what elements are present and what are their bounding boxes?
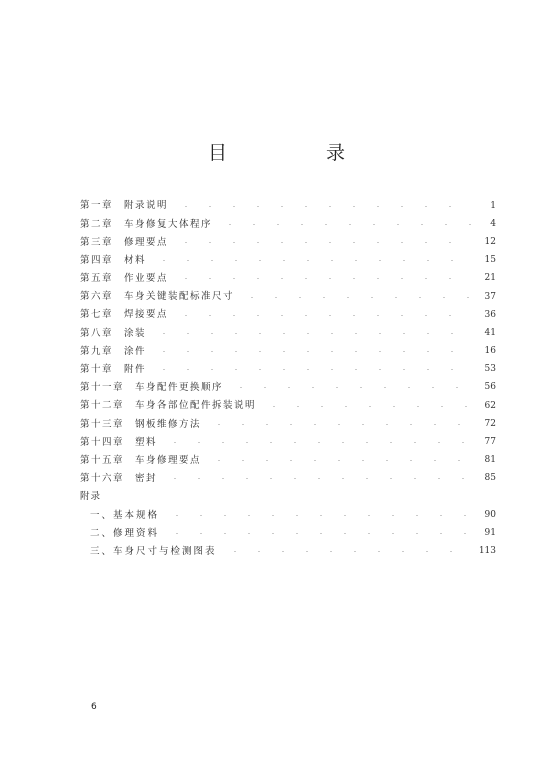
toc-entry-label: 第三章 修理要点 <box>80 236 169 248</box>
toc-entry[interactable] <box>80 233 496 251</box>
toc-entry[interactable] <box>80 343 496 361</box>
toc-entry-page: 62 <box>484 400 496 411</box>
toc-entry[interactable] <box>80 197 496 215</box>
toc-entry[interactable] <box>80 215 496 233</box>
toc-entry-label: 第十六章 密封 <box>80 473 158 485</box>
page-title: 目 录 <box>207 142 385 164</box>
toc-entry-label: 第十章 附件 <box>80 364 147 376</box>
dot-leader <box>218 224 472 225</box>
dot-leader <box>229 387 472 388</box>
toc-entry-label: 第七章 焊接要点 <box>80 309 169 321</box>
toc-entry-label: 第四章 材料 <box>80 254 147 266</box>
appendix-label: 附录 <box>80 491 102 503</box>
toc-entry-label: 一、基本规格 <box>90 509 160 521</box>
toc-entry-page: 37 <box>484 291 496 302</box>
dot-leader <box>207 424 472 425</box>
toc-entry[interactable] <box>80 252 496 270</box>
toc-entry-page: 72 <box>484 418 496 429</box>
toc-entry-label: 第十四章 塑料 <box>80 436 158 448</box>
toc-entry-label: 第六章 车身关键装配标准尺寸 <box>80 291 235 303</box>
dot-leader <box>152 333 472 334</box>
dot-leader <box>152 260 472 261</box>
toc-entry-label: 第五章 作业要点 <box>80 273 169 285</box>
dot-leader <box>207 460 472 461</box>
dot-leader <box>223 551 472 552</box>
toc-entry-label: 第二章 车身修复大体程序 <box>80 218 213 230</box>
toc-entry[interactable] <box>80 288 496 306</box>
toc-appendix-heading[interactable] <box>80 488 496 506</box>
toc-entry[interactable] <box>80 470 496 488</box>
toc-entry[interactable] <box>80 397 496 415</box>
toc-entry-page: 15 <box>484 255 496 266</box>
table-of-contents <box>80 197 496 561</box>
dot-leader <box>163 442 472 443</box>
toc-entry-page: 16 <box>484 346 496 357</box>
dot-leader <box>174 315 472 316</box>
toc-appendix-entry[interactable] <box>80 524 496 542</box>
toc-entry-page: 21 <box>484 273 496 284</box>
toc-appendix-entry[interactable] <box>80 506 496 524</box>
toc-entry[interactable] <box>80 452 496 470</box>
dot-leader <box>163 478 472 479</box>
toc-entry-page: 77 <box>484 437 496 448</box>
toc-entry[interactable] <box>80 433 496 451</box>
dot-leader <box>262 406 472 407</box>
toc-entry-page: 41 <box>484 327 496 338</box>
toc-entry[interactable] <box>80 306 496 324</box>
dot-leader <box>240 297 472 298</box>
toc-entry-label: 第十三章 钢板维修方法 <box>80 418 202 430</box>
dot-leader <box>174 242 472 243</box>
dot-leader <box>174 278 472 279</box>
toc-entry-page: 91 <box>484 527 496 538</box>
toc-entry[interactable] <box>80 379 496 397</box>
toc-entry-label: 第十一章 车身配件更换顺序 <box>80 382 224 394</box>
toc-entry[interactable] <box>80 324 496 342</box>
toc-entry-page: 12 <box>484 236 496 247</box>
toc-entry[interactable] <box>80 361 496 379</box>
dot-leader <box>174 206 472 207</box>
toc-entry-label: 第十二章 车身各部位配件拆装说明 <box>80 400 257 412</box>
page-number: 6 <box>91 702 97 712</box>
toc-entry-page: 81 <box>484 455 496 466</box>
toc-entry-page: 85 <box>484 473 496 484</box>
toc-appendix-entry[interactable] <box>80 543 496 561</box>
toc-entry[interactable] <box>80 270 496 288</box>
toc-entry-label: 第八章 涂装 <box>80 327 147 339</box>
toc-entry-label: 第一章 附录说明 <box>80 200 169 212</box>
dot-leader <box>165 533 472 534</box>
toc-entry-label: 三、车身尺寸与检测图表 <box>90 545 217 557</box>
dot-leader <box>165 515 472 516</box>
toc-entry-page: 4 <box>490 218 496 229</box>
toc-entry-page: 56 <box>484 382 496 393</box>
toc-entry-label: 二、修理资料 <box>90 527 160 539</box>
toc-entry[interactable] <box>80 415 496 433</box>
toc-entry-page: 36 <box>484 309 496 320</box>
toc-entry-label: 第九章 涂件 <box>80 345 147 357</box>
toc-entry-page: 113 <box>478 546 496 557</box>
toc-entry-page: 1 <box>490 200 496 211</box>
toc-entry-page: 53 <box>484 364 496 375</box>
dot-leader <box>152 351 472 352</box>
dot-leader <box>152 369 472 370</box>
toc-entry-label: 第十五章 车身修理要点 <box>80 454 202 466</box>
toc-entry-page: 90 <box>484 509 496 520</box>
